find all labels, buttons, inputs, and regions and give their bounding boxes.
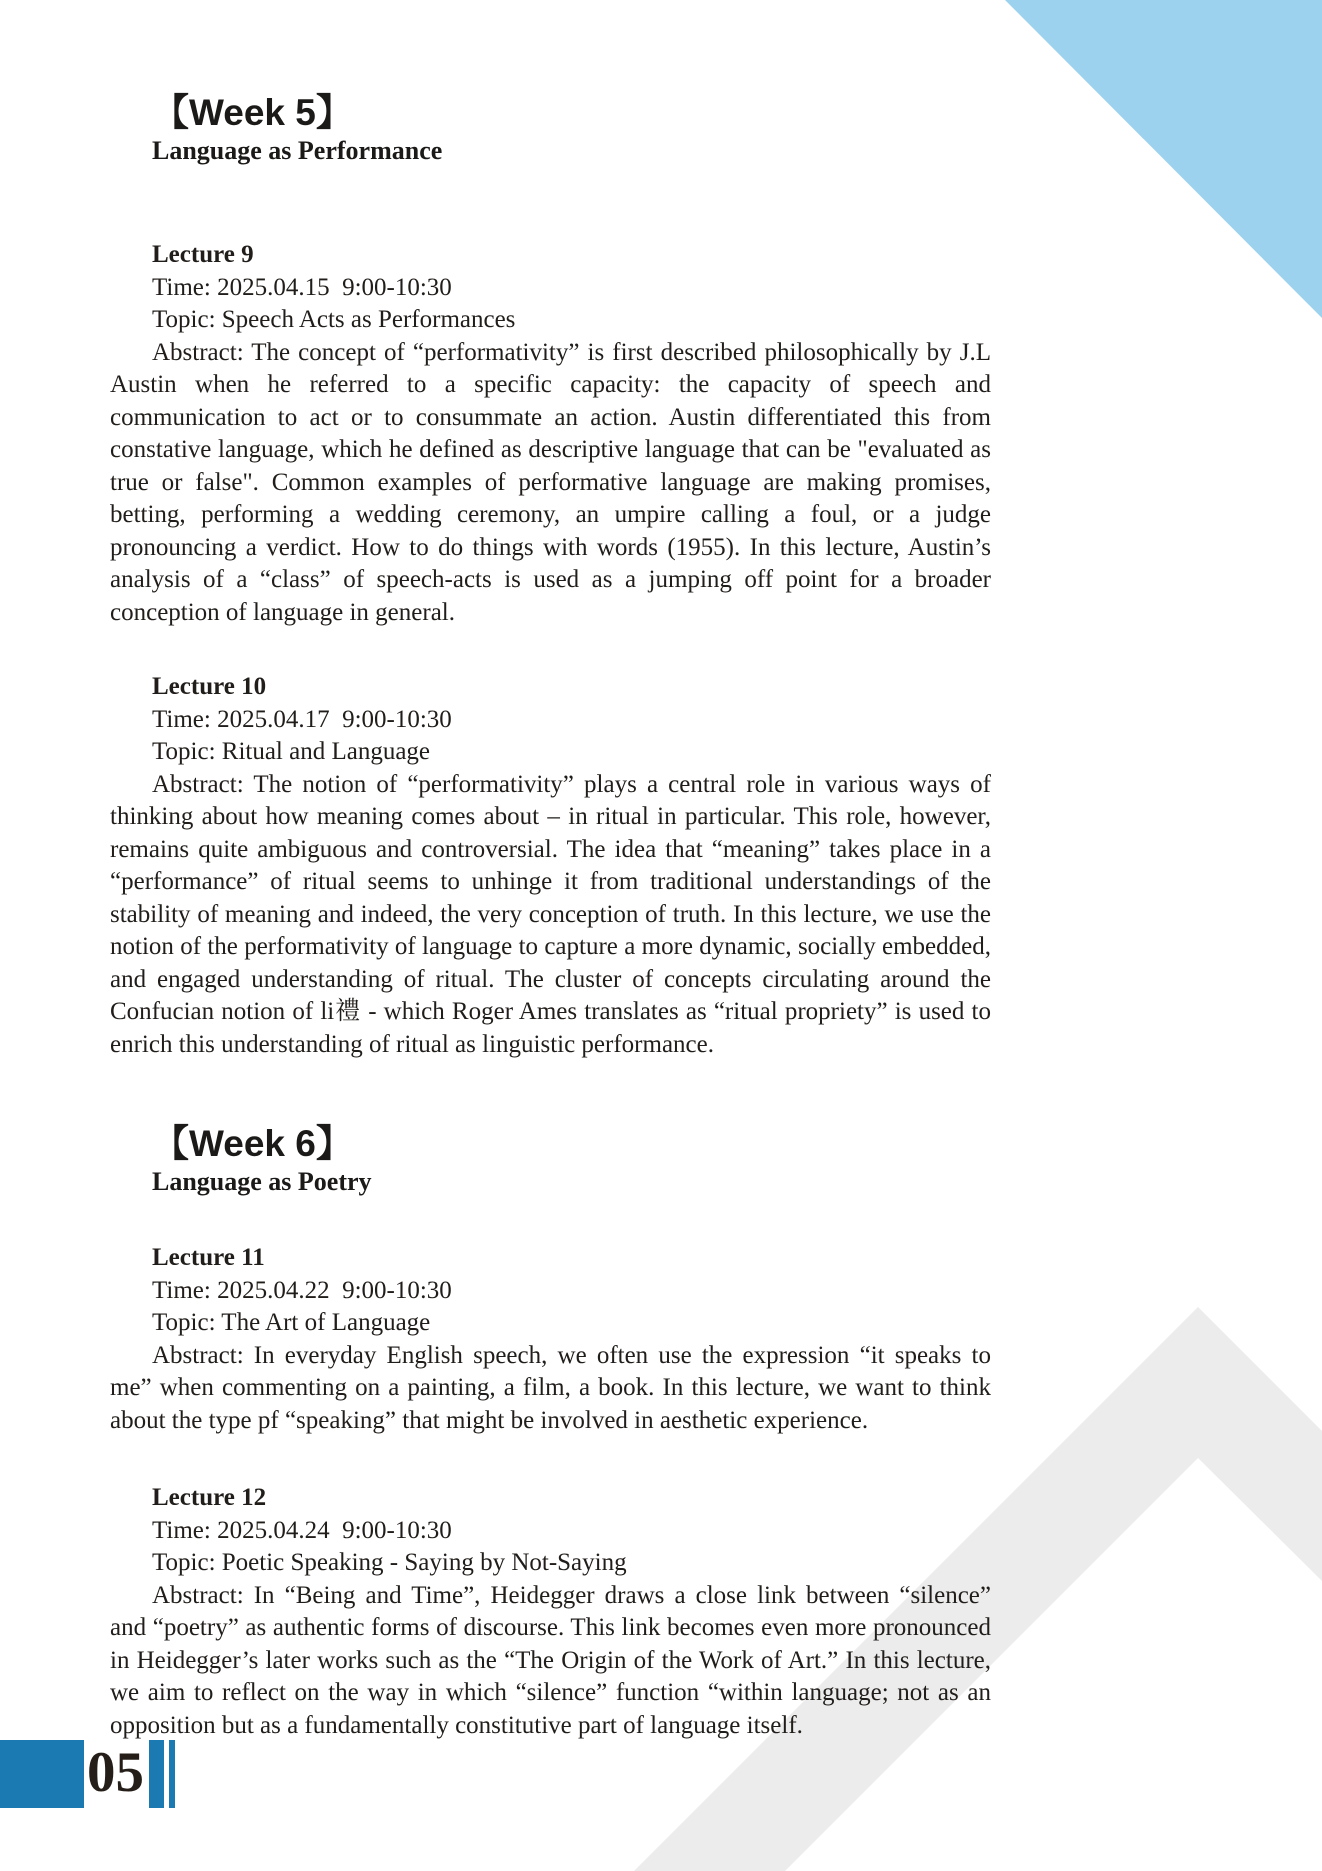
lecture-12-title: Lecture 12 [152, 1484, 267, 1511]
page-footer [0, 1740, 175, 1808]
footer-bar-thick [149, 1740, 164, 1808]
lecture-9-time: Time: 2025.04.15 9:00-10:30 [152, 273, 452, 301]
lecture-12-topic: Topic: Poetic Speaking - Saying by Not-Saying [152, 1549, 627, 1576]
page-number: 05 [87, 1741, 144, 1804]
footer-bar-thin [169, 1740, 175, 1808]
week-6-heading: 【Week 6】 [152, 1123, 353, 1164]
page-content [110, 0, 991, 1742]
lecture-12-abstract: Abstract: In “Being and Time”, Heidegger draws a close link between “silence” and “poetry” as authentic forms of discourse. This link becomes even more pronounced in Heidegger’s later works such as the “The Origin of the Work of Art.” In this lecture, we aim to reflect on the way in which “silence” function “within language; not as an opposition but as a fundamentally constitutive part of language itself. [110, 1581, 991, 1739]
lecture-11-title: Lecture 11 [152, 1244, 265, 1271]
lecture-11-topic: Topic: The Art of Language [152, 1309, 431, 1336]
corner-triangle-decoration [1005, 0, 1322, 318]
lecture-11-time: Time: 2025.04.22 9:00-10:30 [152, 1276, 452, 1304]
footer-blue-block [0, 1740, 84, 1808]
lecture-10-section [110, 671, 991, 1061]
lecture-9-abstract: Abstract: The concept of “performativity” is first described philosophically by J.L Austin when he referred to a specific capacity: the capacity of speech and communication to act or to consummate an action. Austin differentiated this from constative language, which he defined as descriptive language that can be "evaluated as true or false". Common examples of performative language are making promises, betting, performing a wedding ceremony, an umpire calling a foul, or a judge pronouncing a verdict. How to do things with words (1955). In this lecture, Austin’s analysis of a “class” of speech-acts is used as a jumping off point for a broader conception of language in general. [110, 338, 991, 626]
week-6-subtitle: Language as Poetry [152, 1167, 372, 1196]
lecture-11-abstract: Abstract: In everyday English speech, we often use the expression “it speaks to me” when commenting on a painting, a film, a book. In this lecture, we want to think about the type pf “speaking” that might be involved in aesthetic experience. [110, 1341, 991, 1434]
lecture-10-title: Lecture 10 [152, 673, 267, 700]
week-5-subtitle: Language as Performance [152, 136, 443, 165]
lecture-12-section [110, 1482, 991, 1742]
lecture-10-topic: Topic: Ritual and Language [152, 738, 431, 765]
lecture-9-topic: Topic: Speech Acts as Performances [152, 306, 516, 333]
lecture-10-abstract: Abstract: The notion of “performativity” plays a central role in various ways of thinking about how meaning comes about – in ritual in particular. This role, however, remains quite ambiguous and controversial. The idea that “meaning” takes place in a “performance” of ritual seems to unhinge it from traditional understandings of the stability of meaning and indeed, the very conception of truth. In this lecture, we use the notion of the performativity of language to capture a more dynamic, socially embedded, and engaged understanding of ritual. The cluster of concepts circulating around the Confucian notion of li禮 - which Roger Ames translates as “ritual propriety” is used to enrich this understanding of ritual as linguistic performance. [110, 770, 991, 1058]
lecture-10-time: Time: 2025.04.17 9:00-10:30 [152, 705, 452, 733]
lecture-11-section [110, 1242, 991, 1437]
lecture-9-title: Lecture 9 [152, 241, 254, 268]
week-5-heading: 【Week 5】 [152, 92, 353, 133]
lecture-9-section [110, 239, 991, 629]
lecture-12-time: Time: 2025.04.24 9:00-10:30 [152, 1516, 452, 1544]
